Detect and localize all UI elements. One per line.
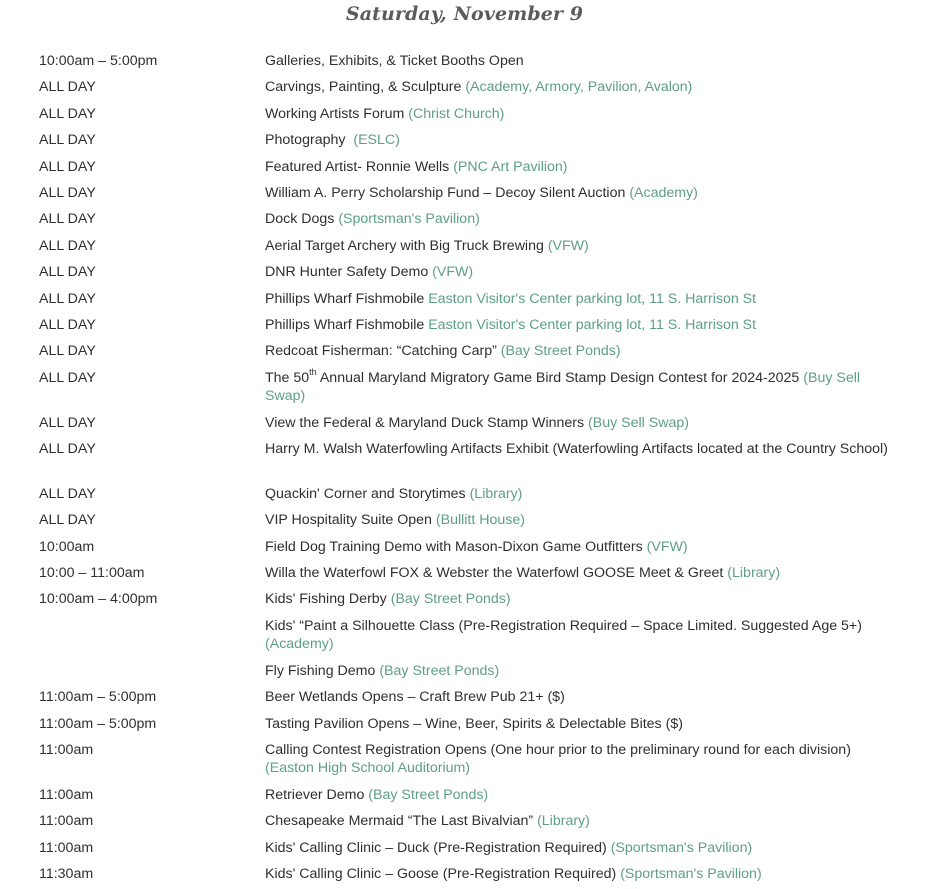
event-name: Phillips Wharf Fishmobile [265, 291, 429, 307]
event-description [265, 485, 897, 503]
event-location: (Bay Street Ponds) [368, 787, 489, 803]
event-location: (Bullitt House) [435, 512, 525, 528]
event-location: (Academy) [265, 636, 334, 652]
event-location: (VFW) [646, 539, 688, 555]
event-description [265, 564, 897, 582]
event-time: ALL DAY [39, 512, 96, 528]
event-description [265, 839, 897, 857]
event-name: Harry M. Walsh Waterfowling Artifacts Exhibit (Waterfowling Artifacts located at the Country School) [265, 441, 888, 457]
event-name: Photography [265, 132, 354, 148]
event-description [265, 263, 897, 281]
event-location: (Library) [469, 486, 523, 502]
event-name: Kids' Calling Clinic – Goose (Pre-Registration Required) [265, 866, 621, 882]
event-time: ALL DAY [39, 415, 96, 431]
event-time: ALL DAY [39, 185, 96, 201]
event-name: Retriever Demo [265, 787, 369, 803]
event-location: (Sportsman's Pavilion) [338, 211, 480, 227]
event-location: (Buy Sell Swap) [265, 370, 861, 404]
event-location: (ESLC) [353, 132, 400, 148]
event-name: Beer Wetlands Opens – Craft Brew Pub 21+ ($) [265, 689, 565, 705]
event-description [265, 741, 897, 777]
event-time: ALL DAY [39, 441, 96, 457]
event-location: (VFW) [547, 238, 589, 254]
event-description [265, 590, 897, 608]
event-time: 11:00am [39, 742, 94, 758]
event-name: Quackin' Corner and Storytimes [265, 486, 470, 502]
event-name: Fly Fishing Demo [265, 663, 380, 679]
event-name: Kids' Fishing Derby [265, 591, 391, 607]
event-name: VIP Hospitality Suite Open [265, 512, 436, 528]
event-name-prefix: The 50 [265, 370, 310, 386]
event-description [265, 131, 897, 149]
event-time: ALL DAY [39, 79, 96, 95]
event-time: 11:00am [39, 787, 94, 803]
event-location: (Academy) [629, 185, 698, 201]
event-name: Kids' “Paint a Silhouette Class (Pre-Registration Required – Space Limited. Suggested Age 5+) [265, 618, 862, 634]
event-name: Carvings, Painting, & Sculpture [265, 79, 466, 95]
event-description [265, 290, 897, 308]
event-description [265, 688, 897, 706]
event-location: (Library) [537, 813, 590, 829]
event-name: Chesapeake Mermaid “The Last Bivalvian” [265, 813, 538, 829]
event-time: ALL DAY [39, 291, 96, 307]
event-time: ALL DAY [39, 343, 96, 359]
event-time: ALL DAY [39, 486, 96, 502]
event-description [265, 342, 897, 360]
event-description [265, 369, 897, 405]
event-location: (Bay Street Ponds) [379, 663, 500, 679]
event-description [265, 715, 897, 733]
event-description [265, 158, 897, 176]
event-location: (Bay Street Ponds) [500, 343, 621, 359]
event-time: ALL DAY [39, 317, 96, 333]
event-time: 11:30am [39, 866, 94, 882]
event-time: 10:00 – 11:00am [39, 565, 145, 581]
event-location: Easton Visitor's Center parking lot, 11 S. Harrison St [428, 317, 757, 333]
event-time: 10:00am [39, 539, 95, 555]
event-location: (Buy Sell Swap) [588, 415, 689, 431]
event-description [265, 52, 897, 70]
event-name: Willa the Waterfowl FOX & Webster the Waterfowl GOOSE Meet & Greet [265, 565, 728, 581]
event-description [265, 414, 897, 432]
event-name: Featured Artist- Ronnie Wells [265, 159, 454, 175]
event-name: View the Federal & Maryland Duck Stamp Winners [265, 415, 589, 431]
event-name: Working Artists Forum [265, 106, 409, 122]
event-location: (PNC Art Pavilion) [453, 159, 568, 175]
event-location: Easton Visitor's Center parking lot, 11 S. Harrison St [428, 291, 757, 307]
event-description [265, 865, 897, 883]
event-description [265, 662, 897, 680]
event-name-superscript: th [309, 367, 317, 378]
event-description [265, 105, 897, 123]
event-description [265, 316, 897, 334]
event-time: 10:00am – 5:00pm [39, 53, 158, 69]
page-title: Saturday, November 9 [345, 3, 584, 25]
event-time: ALL DAY [39, 211, 96, 227]
event-description [265, 78, 897, 96]
event-name: Kids' Calling Clinic – Duck (Pre-Registration Required) [265, 840, 611, 856]
event-description [265, 812, 897, 830]
event-time: ALL DAY [39, 238, 96, 254]
event-name: DNR Hunter Safety Demo [265, 264, 433, 280]
event-time: ALL DAY [39, 370, 96, 386]
event-name: William A. Perry Scholarship Fund – Decoy Silent Auction [265, 185, 630, 201]
event-description [265, 786, 897, 804]
event-location: (Sportsman's Pavilion) [620, 866, 762, 882]
event-name: Calling Contest Registration Opens (One hour prior to the preliminary round for each division) [265, 742, 851, 758]
event-location: (VFW) [432, 264, 474, 280]
event-description [265, 210, 897, 228]
event-name: Dock Dogs [265, 211, 339, 227]
event-time: 11:00am [39, 840, 94, 856]
event-description [265, 511, 897, 529]
event-description [265, 440, 897, 458]
event-time: ALL DAY [39, 132, 96, 148]
event-location: (Academy, Armory, Pavilion, Avalon) [465, 79, 693, 95]
event-description [265, 184, 897, 202]
event-description [265, 538, 897, 556]
event-location: (Sportsman's Pavilion) [610, 840, 753, 856]
event-location: (Christ Church) [408, 106, 505, 122]
event-time: 11:00am – 5:00pm [39, 716, 157, 732]
event-name: Field Dog Training Demo with Mason-Dixon Game Outfitters [265, 539, 647, 555]
event-location: (Easton High School Auditorium) [265, 760, 471, 776]
event-time: 11:00am – 5:00pm [39, 689, 157, 705]
event-description [265, 237, 897, 255]
event-name: Annual Maryland Migratory Game Bird Stamp Design Contest for 2024-2025 [316, 370, 804, 386]
event-name: Redcoat Fisherman: “Catching Carp” [265, 343, 501, 359]
event-name: Aerial Target Archery with Big Truck Brewing [265, 238, 548, 254]
event-name: Tasting Pavilion Opens – Wine, Beer, Spirits & Delectable Bites ($) [265, 716, 683, 732]
event-name: Galleries, Exhibits, & Ticket Booths Open [265, 53, 524, 69]
event-time: ALL DAY [39, 106, 96, 122]
event-description [265, 617, 897, 653]
event-time: ALL DAY [39, 159, 96, 175]
event-name: Phillips Wharf Fishmobile [265, 317, 429, 333]
event-time: 11:00am [39, 813, 94, 829]
event-time: ALL DAY [39, 264, 96, 280]
event-location: (Bay Street Ponds) [390, 591, 511, 607]
event-time: 10:00am – 4:00pm [39, 591, 158, 607]
event-location: (Library) [727, 565, 781, 581]
